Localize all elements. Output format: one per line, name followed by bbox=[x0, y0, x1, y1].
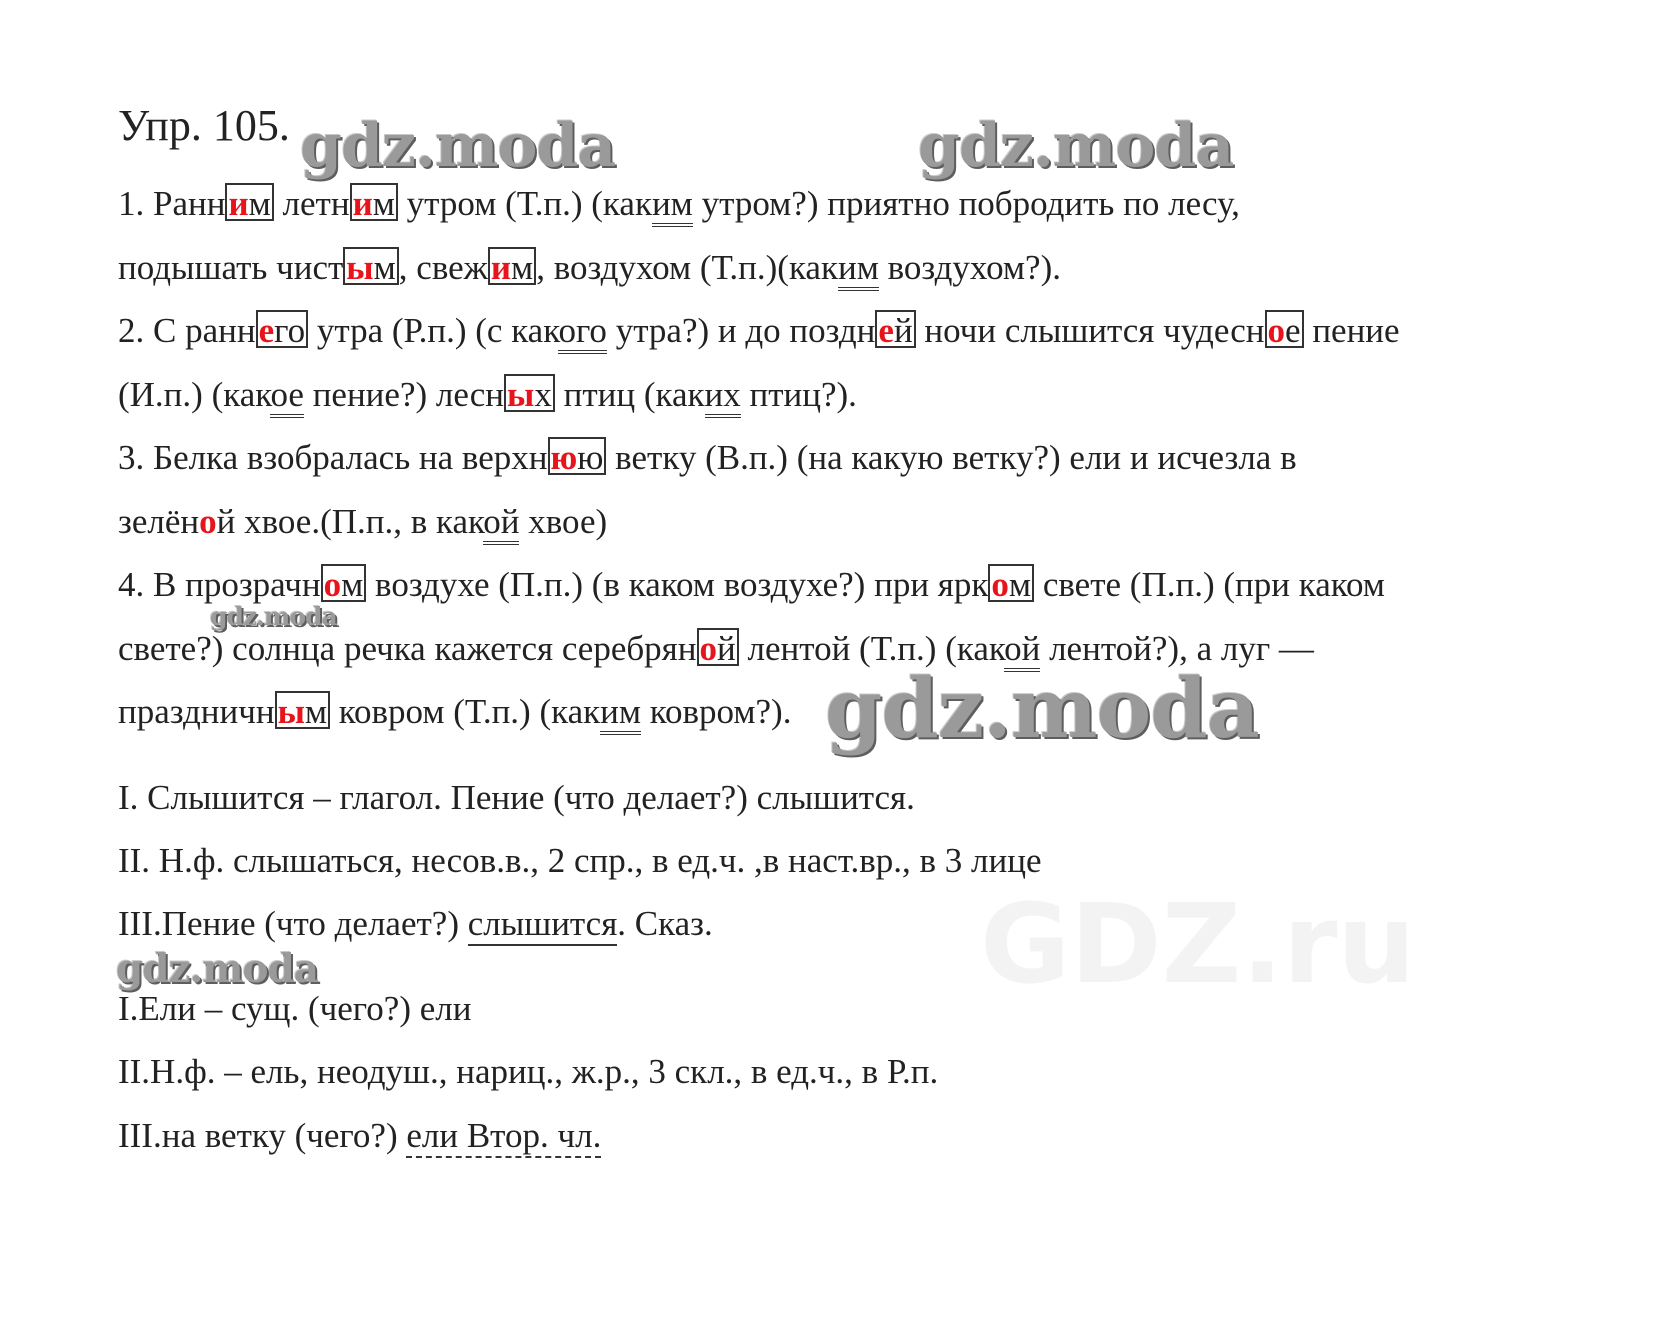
line-2-2: (И.п.) (какое пение?) лесных птиц (каких птиц?). bbox=[118, 377, 857, 412]
analysis-1-line-2: II. Н.ф. слышаться, несов.в., 2 спр., в ед.ч. ,в наст.вр., в 3 лице bbox=[118, 841, 1042, 880]
analysis-2-line-3: III.на ветку (чего?) ели Втор. чл. bbox=[118, 1118, 601, 1153]
ending-box: ей bbox=[875, 310, 915, 348]
ending-box: ое bbox=[1265, 310, 1304, 348]
ending-box: ых bbox=[504, 374, 555, 412]
analysis-2-line-2: II.Н.ф. – ель, неодуш., нариц., ж.р., 3 скл., в ед.ч., в Р.п. bbox=[118, 1052, 939, 1091]
ending-box: ым bbox=[343, 247, 398, 285]
ending-box: его bbox=[256, 310, 309, 348]
ending-box: ом bbox=[321, 564, 367, 602]
line-3-1: 3. Белка взобралась на верхнюю ветку (В.п.) (на какую ветку?) ели и исчезла в bbox=[118, 438, 1297, 477]
analysis-2-line-1: I.Ели – сущ. (чего?) ели bbox=[118, 989, 472, 1028]
analysis-1-line-3: III.Пение (что делает?) слышится. Сказ. bbox=[118, 906, 713, 941]
watermark-logo: gdz.moda bbox=[825, 661, 1259, 757]
faint-watermark: GDZ.ru bbox=[980, 880, 1416, 1008]
line-3-2: зелёной хвое.(П.п., в какой хвое) bbox=[118, 504, 607, 539]
ending-box: им bbox=[488, 247, 536, 285]
ending-box: им bbox=[225, 183, 273, 221]
ending-box: им bbox=[350, 183, 398, 221]
watermark-logo: gdz.moda bbox=[210, 602, 337, 631]
line-2-1: 2. С раннего утра (Р.п.) (с какого утра?) и до поздней ночи слышится чудесное пение bbox=[118, 313, 1400, 348]
line-1-2: подышать чистым, свежим, воздухом (Т.п.)(каким воздухом?). bbox=[118, 250, 1061, 285]
ending-box: ым bbox=[275, 691, 330, 729]
line-4-3: праздничным ковром (Т.п.) (каким ковром?). bbox=[118, 694, 791, 729]
ending-box: ой bbox=[697, 628, 739, 666]
watermark-logo: gdz.moda bbox=[918, 111, 1234, 181]
ending-box: ом bbox=[988, 564, 1034, 602]
line-4-2: свете?) солнца речка кажется серебряной лентой (Т.п.) (какой лентой?), а луг — bbox=[118, 631, 1314, 666]
watermark-logo: gdz.moda bbox=[300, 111, 616, 181]
analysis-1-line-1: I. Слышится – глагол. Пение (что делает?) слышится. bbox=[118, 778, 915, 817]
exercise-title: Упр. 105. bbox=[118, 101, 290, 150]
ending-box: юю bbox=[548, 437, 607, 475]
line-4-1: 4. В прозрачном воздухе (П.п.) (в каком воздухе?) при ярком свете (П.п.) (при каком bbox=[118, 565, 1385, 604]
line-1-1: 1. Ранним летним утром (Т.п.) (каким утром?) приятно побродить по лесу, bbox=[118, 186, 1240, 221]
watermark-logo: gdz.moda bbox=[116, 946, 319, 992]
